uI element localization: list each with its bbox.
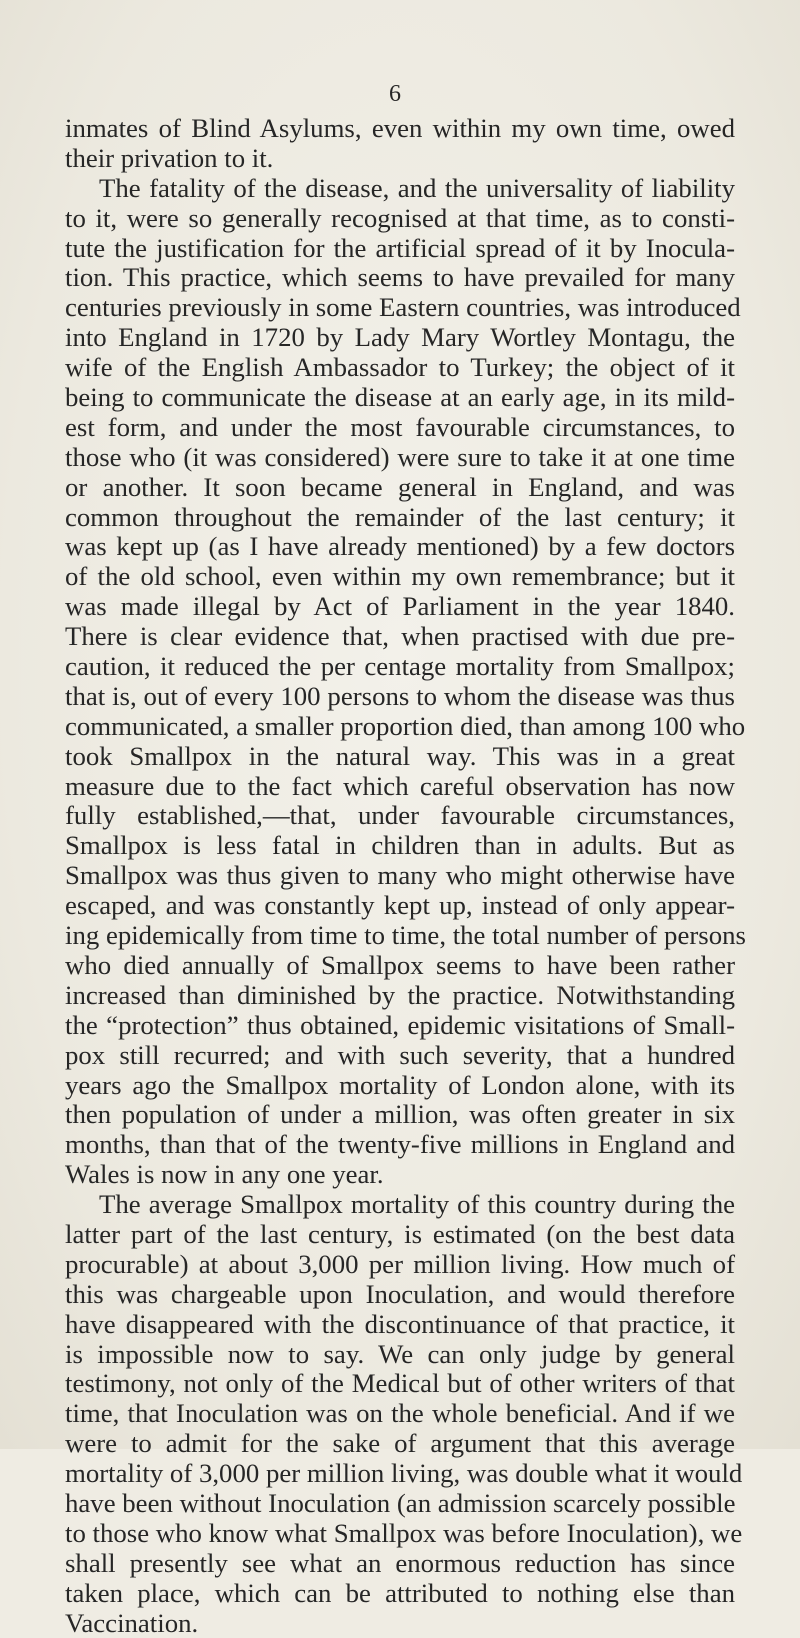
- text-line: caution, it reduced the per centage mortality from Smallpox;: [65, 651, 735, 682]
- text-line: who died annually of Smallpox seems to have been rather: [65, 949, 735, 980]
- text-line: est form, and under the most favourable circumstances, to: [65, 411, 735, 442]
- text-line: common throughout the remainder of the last century; it: [65, 501, 735, 532]
- text-line: is impossible now to say. We can only judge by general: [65, 1338, 735, 1369]
- text-line: this was chargeable upon Inoculation, and would therefore: [65, 1278, 735, 1309]
- text-line: the “protection” thus obtained, epidemic visitations of Small-: [65, 1009, 735, 1040]
- text-line: communicated, a smaller proportion died, than among 100 who: [65, 710, 746, 741]
- text-line: into England in 1720 by Lady Mary Wortley Montagu, the: [65, 322, 735, 353]
- text-line: were to admit for the sake of argument that this average: [65, 1428, 735, 1459]
- text-line: time, that Inoculation was on the whole beneficial. And if we: [65, 1398, 735, 1429]
- text-line: measure due to the fact which careful observation has now: [65, 770, 735, 801]
- text-line: The fatality of the disease, and the universality of liability: [99, 172, 735, 203]
- text-line: have been without Inoculation (an admission scarcely possible: [65, 1487, 736, 1518]
- text-line: shall presently see what an enormous reduction has since: [65, 1547, 735, 1578]
- text-line: pox still recurred; and with such severity, that a hundred: [65, 1039, 735, 1070]
- text-line: centuries previously in some Eastern countries, was introduced: [65, 292, 741, 323]
- text-line: inmates of Blind Asylums, even within my own time, owed: [65, 113, 735, 143]
- page-number: 6: [389, 81, 401, 107]
- text-line: years ago the Smallpox mortality of London alone, with its: [65, 1069, 735, 1100]
- text-line: ing epidemically from time to time, the total number of persons: [65, 920, 746, 951]
- text-line: being to communicate the disease at an early age, in its mild-: [65, 382, 735, 413]
- text-line: testimony, not only of the Medical but of other writers of that: [65, 1368, 735, 1399]
- text-line: procurable) at about 3,000 per million living. How much of: [65, 1248, 735, 1279]
- text-line: Smallpox was thus given to many who might otherwise have: [65, 860, 735, 891]
- text-line: was made illegal by Act of Parliament in the year 1840.: [65, 591, 735, 622]
- text-line: Smallpox is less fatal in children than in adults. But as: [65, 830, 735, 861]
- text-line: months, than that of the twenty-five millions in England and: [65, 1129, 735, 1160]
- text-line: The average Smallpox mortality of this country during the: [99, 1189, 735, 1220]
- text-line: those who (it was considered) were sure to take it at one time: [65, 441, 735, 472]
- text-line: There is clear evidence that, when practised with due pre-: [65, 621, 735, 652]
- text-line: mortality of 3,000 per million living, was double what it would: [65, 1458, 743, 1489]
- text-line: increased than diminished by the practice. Notwithstanding: [65, 979, 735, 1010]
- text-line: have disappeared with the discontinuance of that practice, it: [65, 1308, 735, 1339]
- text-line: or another. It soon became general in England, and was: [65, 471, 735, 502]
- text-line: escaped, and was constantly kept up, instead of only appear-: [65, 890, 735, 921]
- text-line: to it, were so generally recognised at that time, as to consti-: [65, 202, 735, 233]
- text-line: latter part of the last century, is estimated (on the best data: [65, 1218, 735, 1249]
- text-line: tion. This practice, which seems to have prevailed for many: [65, 262, 735, 293]
- text-line: tute the justification for the artificial spread of it by Inocula-: [65, 232, 735, 263]
- text-line: Vaccination.: [65, 1607, 199, 1638]
- text-line: Wales is now in any one year.: [65, 1159, 384, 1190]
- text-line: to those who know what Smallpox was before Inoculation), we: [65, 1517, 743, 1548]
- text-line: wife of the English Ambassador to Turkey; the object of it: [65, 352, 735, 383]
- text-line: of the old school, even within my own remembrance; but it: [65, 561, 735, 592]
- text-line: fully established,—that, under favourable circumstances,: [65, 800, 735, 831]
- text-line: was kept up (as I have already mentioned) by a few doctors: [65, 531, 735, 562]
- text-line: that is, out of every 100 persons to whom the disease was thus: [65, 680, 735, 711]
- text-line: taken place, which can be attributed to nothing else than: [65, 1577, 735, 1608]
- body-text: [65, 113, 746, 1638]
- text-line: took Smallpox in the natural way. This was in a great: [65, 740, 735, 771]
- text-line: their privation to it.: [65, 142, 274, 173]
- text-line: then population of under a million, was often greater in six: [65, 1099, 735, 1130]
